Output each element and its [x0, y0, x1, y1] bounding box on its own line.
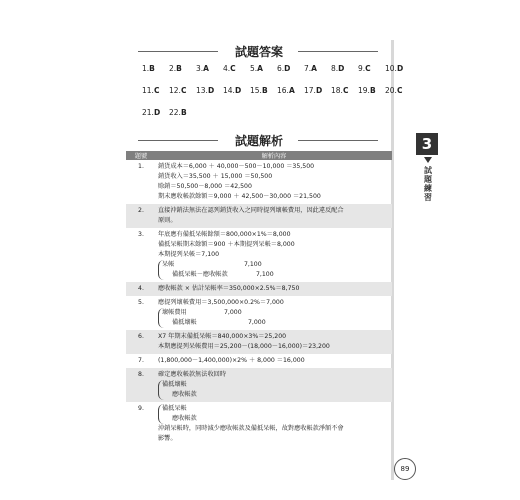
heading-rule-right [298, 51, 378, 52]
answer-item [142, 108, 169, 117]
answer-letter: B [176, 64, 182, 73]
text-line: 本期應提列呆帳費用＝25,200－(18,000－16,000)＝23,200 [158, 343, 330, 350]
row-num: 6. [126, 330, 156, 354]
table-row [126, 282, 392, 296]
answer-letter: D [207, 86, 215, 95]
row-num: 7. [138, 357, 144, 364]
answers-title: 試題答案 [234, 45, 283, 59]
answer-number: 4. [223, 64, 231, 73]
row-num: 5. [138, 299, 144, 306]
row-content [156, 402, 392, 446]
journal-entry [158, 380, 197, 400]
row-num: 8. [126, 368, 156, 402]
answer-number: 5. [250, 64, 258, 73]
debit-account: 備抵呆帳 [162, 405, 187, 412]
answer-item [331, 64, 358, 73]
answer-item [250, 64, 277, 73]
answer-key [142, 64, 404, 130]
text-line: 沖銷呆帳時，同時減少應收帳款及備抵呆帳，故對應收帳款淨額不會 [158, 425, 344, 432]
answer-letter: A [257, 64, 263, 73]
answer-number: 6. [277, 64, 285, 73]
answer-letter: C [180, 86, 187, 95]
table-row [126, 228, 392, 282]
answer-number: 10. [385, 64, 397, 73]
credit-account: 備抵呆帳－應收帳款 [172, 271, 228, 278]
row-content [156, 282, 392, 296]
row-content [156, 330, 392, 354]
text-line: 應收帳款 × 估計呆帳率＝350,000×2.5%＝8,750 [158, 285, 300, 292]
answer-letter: D [396, 64, 404, 73]
answer-item [250, 86, 277, 95]
answer-item [385, 64, 412, 73]
answer-letter: D [338, 64, 345, 73]
answer-item [358, 86, 385, 95]
answer-item [277, 64, 304, 73]
debit-amount: 7,100 [243, 261, 262, 268]
table-row [126, 402, 392, 446]
text-line: 應提列壞帳費用＝3,500,000×0.2%＝7,000 [158, 299, 284, 306]
debit-account: 備抵壞帳 [162, 381, 187, 388]
debit-amount: 7,000 [223, 309, 242, 316]
answer-number: 8. [331, 64, 339, 73]
credit-account: 備抵壞帳 [172, 319, 197, 326]
explanations-table [126, 151, 392, 446]
answer-number: 12. [169, 86, 181, 95]
credit-account: 應收帳款 [172, 415, 197, 422]
answer-letter: A [288, 86, 295, 95]
journal-entry [158, 404, 197, 424]
answer-number: 13. [196, 86, 208, 95]
text-line: 銷貨成本＝6,000 ＋ 40,000－500－10,000 ＝35,500 [158, 163, 315, 170]
answer-number: 7. [304, 64, 312, 73]
text-line: 原則。 [158, 217, 177, 224]
answer-item [304, 64, 331, 73]
table-row [126, 296, 392, 330]
row-content [156, 204, 392, 228]
answer-item [142, 86, 169, 95]
answer-item [196, 64, 223, 73]
answer-item [169, 108, 196, 117]
table-row [126, 160, 392, 204]
text-line: 確定應收帳款無法收回時 [158, 371, 227, 378]
credit-line [162, 270, 274, 280]
answer-letter: B [149, 64, 155, 73]
answer-number: 16. [277, 86, 289, 95]
answer-item [223, 64, 250, 73]
answer-letter: C [342, 86, 349, 95]
text-line: X7 年期末備抵呆帳＝840,000×3%＝25,200 [158, 333, 287, 340]
text-line: 直接沖銷法無法在認列銷貨收入之同時提列壞帳費用，因此違反配合 [158, 207, 344, 214]
answer-number: 3. [196, 64, 204, 73]
journal-entry [158, 308, 266, 328]
answer-number: 19. [358, 86, 370, 95]
row-content [156, 296, 392, 330]
table-row [126, 354, 392, 368]
credit-amount: 7,100 [255, 271, 274, 278]
answer-number: 21. [142, 108, 154, 117]
text-line: 銷貨收入＝35,500 ＋ 15,000 ＝50,500 [158, 173, 273, 180]
text-line: 年底應有備抵呆帳餘額＝800,000×1%＝8,000 [158, 231, 291, 238]
journal-entry [158, 260, 274, 280]
row-num: 4. [126, 282, 156, 296]
header-content: 解析內容 [156, 151, 392, 160]
answer-number: 9. [358, 64, 366, 73]
answer-number: 1. [142, 64, 150, 73]
answer-letter: A [311, 64, 317, 73]
table-row [126, 204, 392, 228]
row-num: 9. [138, 405, 144, 412]
answer-number: 14. [223, 86, 235, 95]
answer-number: 2. [169, 64, 177, 73]
text-line: 期末應收帳款餘額＝9,000 ＋ 42,500－30,000 ＝21,500 [158, 193, 321, 200]
answer-number: 18. [331, 86, 343, 95]
text-line: 影響。 [158, 435, 177, 442]
answer-item [331, 86, 358, 95]
answer-letter: C [230, 64, 236, 73]
answer-letter: D [153, 108, 161, 117]
credit-account: 應收帳款 [172, 391, 197, 398]
answer-item [223, 86, 250, 95]
answer-letter: C [396, 86, 403, 95]
answer-letter: D [234, 86, 242, 95]
answer-number: 17. [304, 86, 316, 95]
credit-line [162, 318, 266, 328]
chapter-label: 試題練習 [423, 166, 433, 202]
answer-item [358, 64, 385, 73]
debit-account: 壞帳費用 [162, 309, 187, 316]
text-line: (1,800,000－1,400,000)×2% ＋ 8,000 ＝16,000 [158, 357, 305, 364]
heading-rule-right [298, 140, 378, 141]
answer-letter: C [153, 86, 160, 95]
answer-letter: C [365, 64, 371, 73]
row-num: 2. [126, 204, 156, 228]
explanations-heading [126, 132, 392, 148]
page-number: 89 [394, 458, 416, 480]
answer-item [142, 64, 169, 73]
text-line: 本期提列呆帳＝7,100 [158, 251, 220, 258]
answer-row [142, 86, 403, 108]
chapter-number: 3 [416, 133, 438, 155]
answer-item [304, 86, 331, 95]
explanations-title: 試題解析 [234, 134, 283, 148]
answer-number: 20. [385, 86, 397, 95]
debit-account: 呆帳 [162, 261, 175, 268]
answer-letter: A [203, 64, 209, 73]
answer-row [142, 64, 404, 86]
table-header-row [126, 151, 392, 160]
answer-letter: B [369, 86, 376, 95]
table-row [126, 368, 392, 402]
row-content [156, 160, 392, 204]
answers-heading [126, 43, 392, 59]
row-num: 3. [138, 231, 144, 238]
answer-letter: B [180, 108, 187, 117]
row-num: 1. [138, 163, 144, 170]
text-line: 賒銷＝50,500－8,000 ＝42,500 [158, 183, 252, 190]
answer-number: 22. [169, 108, 181, 117]
credit-amount: 7,000 [247, 319, 266, 326]
page-content [126, 0, 404, 500]
answer-item [277, 86, 304, 95]
table-row [126, 330, 392, 354]
row-content [156, 354, 392, 368]
answer-number: 11. [142, 86, 154, 95]
row-content [156, 228, 392, 282]
down-arrow-icon [424, 157, 432, 163]
answer-letter: D [315, 86, 323, 95]
header-num: 題號 [126, 151, 156, 160]
debit-line [162, 308, 266, 318]
text-line: 備抵呆帳期末餘額＝900 ＋本期提列呆帳＝8,000 [158, 241, 295, 248]
answer-item [169, 86, 196, 95]
answer-item [385, 86, 412, 95]
answer-item [169, 64, 196, 73]
answer-item [196, 86, 223, 95]
answer-row [142, 108, 392, 130]
row-content [156, 368, 392, 402]
answer-letter: D [284, 64, 291, 73]
answer-number: 15. [250, 86, 262, 95]
chapter-tab [416, 133, 440, 202]
answer-letter: B [261, 86, 268, 95]
debit-line [162, 260, 274, 270]
